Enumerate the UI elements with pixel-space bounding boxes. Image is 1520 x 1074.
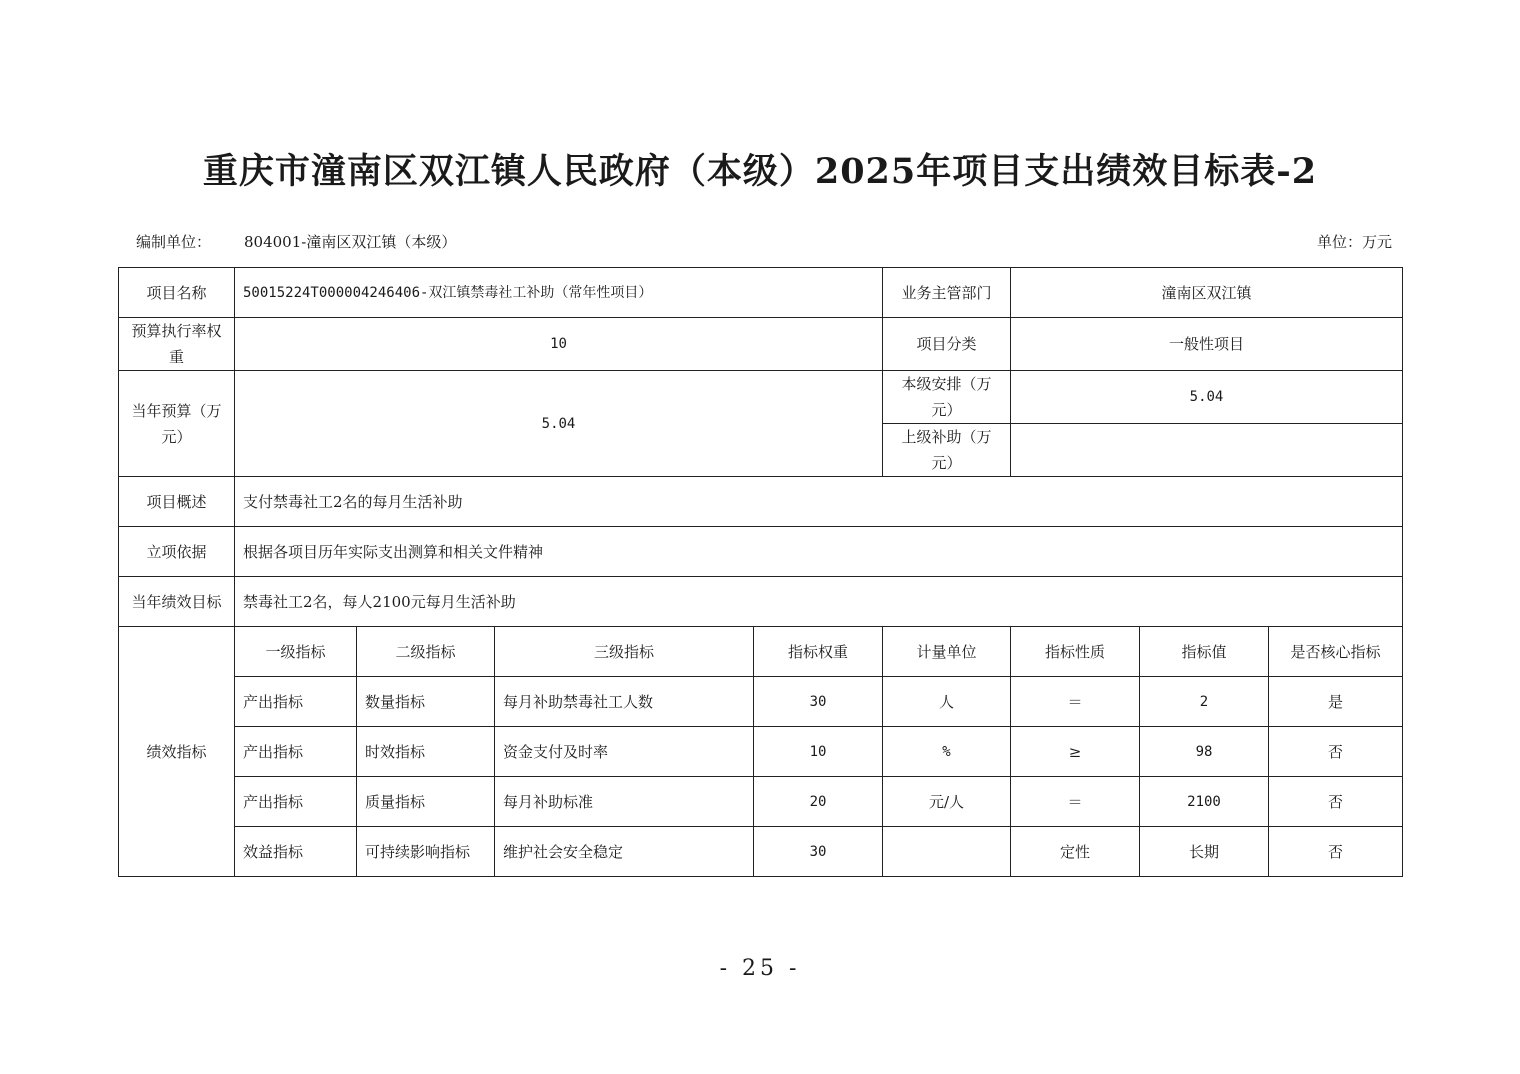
weight-cell: 10: [754, 727, 883, 777]
document-meta: [0, 230, 1520, 254]
indicator-header-row: [119, 627, 1403, 677]
weight-cell: 20: [754, 777, 883, 827]
goal-label: 当年绩效目标: [119, 577, 235, 627]
table-row: [119, 318, 1403, 371]
level2-cell: 可持续影响指标: [357, 827, 495, 877]
level2-cell: 质量指标: [357, 777, 495, 827]
table-row: [119, 371, 1403, 424]
goal-value: 禁毒社工2名，每人2100元每月生活补助: [235, 577, 1403, 627]
unit-cell: 元/人: [883, 777, 1011, 827]
local-arrangement-value: 5.04: [1011, 371, 1403, 424]
weight-cell: 30: [754, 827, 883, 877]
superior-subsidy-value: [1011, 424, 1403, 477]
column-header: 指标性质: [1011, 627, 1140, 677]
table-row: [119, 268, 1403, 318]
table-row: [119, 527, 1403, 577]
level1-cell: 产出指标: [235, 727, 357, 777]
weight-cell: 30: [754, 677, 883, 727]
level2-cell: 数量指标: [357, 677, 495, 727]
column-header: 计量单位: [883, 627, 1011, 677]
annual-budget-label: 当年预算（万元）: [119, 371, 235, 477]
core-cell: 否: [1269, 727, 1403, 777]
indicator-row: [119, 777, 1403, 827]
category-value: 一般性项目: [1011, 318, 1403, 371]
budget-rate-label: 预算执行率权重: [119, 318, 235, 371]
level2-cell: 时效指标: [357, 727, 495, 777]
level1-cell: 效益指标: [235, 827, 357, 877]
core-cell: 是: [1269, 677, 1403, 727]
core-cell: 否: [1269, 827, 1403, 877]
column-header: 是否核心指标: [1269, 627, 1403, 677]
level3-cell: 每月补助标准: [495, 777, 754, 827]
nature-cell: ＝: [1011, 777, 1140, 827]
superior-subsidy-label: 上级补助（万元）: [883, 424, 1011, 477]
level3-cell: 维护社会安全稳定: [495, 827, 754, 877]
unit-cell: %: [883, 727, 1011, 777]
basis-value: 根据各项目历年实际支出测算和相关文件精神: [235, 527, 1403, 577]
indicator-label: 绩效指标: [119, 627, 235, 877]
project-name-value: 50015224T000004246406-双江镇禁毒社工补助（常年性项目）: [235, 268, 883, 318]
indicator-row: [119, 677, 1403, 727]
dept-label: 业务主管部门: [883, 268, 1011, 318]
dept-value: 潼南区双江镇: [1011, 268, 1403, 318]
column-header: 指标权重: [754, 627, 883, 677]
unit-cell: 人: [883, 677, 1011, 727]
table-row: [119, 477, 1403, 527]
org-label: 编制单位：: [136, 233, 212, 251]
budget-rate-value: 10: [235, 318, 883, 371]
local-arrangement-label: 本级安排（万元）: [883, 371, 1011, 424]
nature-cell: ＝: [1011, 677, 1140, 727]
indicator-row: [119, 727, 1403, 777]
project-name-label: 项目名称: [119, 268, 235, 318]
level3-cell: 每月补助禁毒社工人数: [495, 677, 754, 727]
annual-budget-value: 5.04: [235, 371, 883, 477]
value-cell: 长期: [1140, 827, 1269, 877]
overview-label: 项目概述: [119, 477, 235, 527]
nature-cell: 定性: [1011, 827, 1140, 877]
category-label: 项目分类: [883, 318, 1011, 371]
level3-cell: 资金支付及时率: [495, 727, 754, 777]
nature-cell: ≥: [1011, 727, 1140, 777]
column-header: 三级指标: [495, 627, 754, 677]
overview-value: 支付禁毒社工2名的每月生活补助: [235, 477, 1403, 527]
column-header: 指标值: [1140, 627, 1269, 677]
level1-cell: 产出指标: [235, 777, 357, 827]
page-title: 重庆市潼南区双江镇人民政府（本级）2025年项目支出绩效目标表-2: [202, 151, 1318, 192]
page-number: - 25 -: [719, 956, 801, 981]
core-cell: 否: [1269, 777, 1403, 827]
unit-cell: [883, 827, 1011, 877]
column-header: 一级指标: [235, 627, 357, 677]
table-row: [119, 577, 1403, 627]
indicator-row: [119, 827, 1403, 877]
column-header: 二级指标: [357, 627, 495, 677]
value-cell: 2: [1140, 677, 1269, 727]
basis-label: 立项依据: [119, 527, 235, 577]
value-cell: 98: [1140, 727, 1269, 777]
unit-label: 单位：万元: [1316, 233, 1392, 251]
performance-table: [118, 267, 1403, 877]
value-cell: 2100: [1140, 777, 1269, 827]
org-value: 804001-潼南区双江镇（本级）: [244, 233, 457, 251]
level1-cell: 产出指标: [235, 677, 357, 727]
